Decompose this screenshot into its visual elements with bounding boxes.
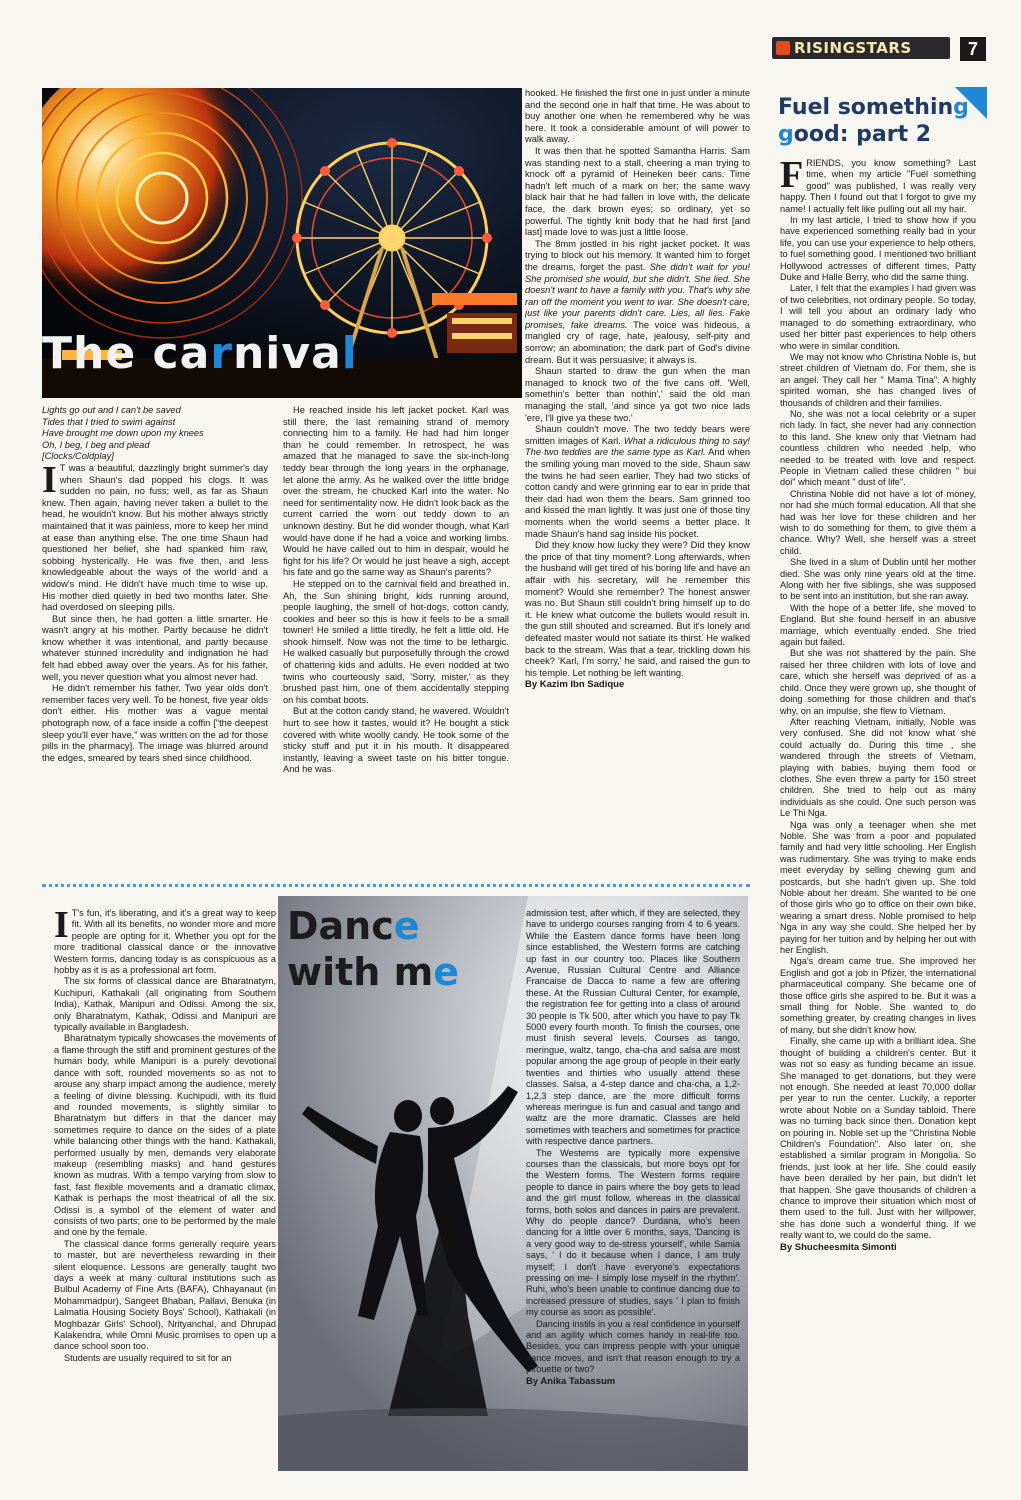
paragraph: But at the cotton candy stand, he wavered. Wouldn't hurt to see how it tastes, would it? He bought a stick covered with white woolly candy. He took some of the sticky stuff and put it in his mouth. It disappeared instantly, leaving a sweet taste on his bitter tongue. And he was — [283, 706, 509, 775]
section-logo — [772, 37, 950, 59]
paragraph: Nga's dream came true. She improved her English and got a job in Pfizer, the international pharmaceutical company. She became one of those office girls she aspired to be. But it was a small thing for Noble. She wanted to do something greater, by creating changes in lives of many, but she didn't know how. — [780, 956, 976, 1035]
lyric-line: [Clocks/Coldplay] — [42, 451, 114, 462]
lyric-line: Lights go out and I can't be saved — [42, 405, 181, 415]
paragraph: Students are usually required to sit for an — [64, 1352, 232, 1363]
dance-headline: Dance with me — [287, 904, 459, 994]
paragraph: T's fun, it's liberating, and it's a great way to keep fit. With all its benefits, no wonder more and more people are opting for it. Whether you opt for the more traditional classical dance or the innovative Western forms, dancing today is as conspicuous as a hobby as it is as a professional art form. — [54, 908, 276, 976]
drop-cap: F — [780, 158, 804, 196]
page-number: 7 — [960, 37, 986, 61]
paragraph: It was then that he spotted Samantha Harris. Sam was standing next to a stall, cheering a man trying to knock off a pyramid of Heineken beer cans. Time hadn't left much of a mark on her; the same wavy black hair that he had fallen in love with, the delicate face, the dark brown eyes; so ordinary, yet so powerful. The tightly knit body that he had first [and last] made love to was just a little loose. — [525, 145, 750, 238]
song-lyrics — [42, 405, 268, 463]
carnival-photo — [42, 88, 522, 398]
carnival-column-2 — [283, 405, 509, 877]
paragraph: The Westerns are typically more expensive courses than the classicals, but more boys opt for the Western forms. The Western forms require people to dance in pairs where the boy gets to lead and the girl must follow, whereas in the classical forms, both solos and dances in pairs are prevalent. Why do people dance? Durdana, who's been dancing for a little over 6 months, says, 'Dancing is a very good way to de-stress yourself', while Samia says, ' I do it because when I dance, I am truly myself; I don't have everyone's expectations pressing on me- I simply lose myself in the rhythm'. Ruhi, who's been unable to continue dancing due to increased pressure of studies, says ' I plan to finish my course as soon as possible'. — [526, 1147, 740, 1318]
paragraph: The classical dance forms generally require years to master, but are nevertheless rewarding in their silent eloquence. Lessons are generally taught two days a week at many cultural institutions such as Bulbul Academy of Fine Arts (BAFA), Chhayanaut (in Mohammadpur), Sangeet Bhaban, Pallavi, Benuka (in Lalmatia Housing Society Boys' School), Kathakali (in Moghbazar Girls' School), Nrityanchal, and Dhrupad Kalakendra, while Omni Music promises to open up a dance school soon too. — [54, 1238, 276, 1352]
paragraph: He stepped on to the carnival field and breathed in. Ah, the Sun shining bright, kids running around, people laughing, the smell of hot-dogs, cotton candy, cookies and beer so this is how it feels to be a small towner! He smiled a little tiredly, he felt a little old. He shook himself. Now was not the time to be lethargic. He walked casually but purposefully through the crowd of chattering kids and adults. He even nodded at two twins who courteously said, 'Sorry, mister,' as they brushed past him, one of them accidentally stepping on his combat boots. — [283, 578, 509, 705]
paragraph: But since then, he had gotten a little smarter. He wasn't angry at his mother. Partly because he didn't know whether it was intentional, and partly because whatever stunned incredulity and indignation he had felt had ebbed away over the years. As for his father, well, you never question what you almost never had. — [42, 613, 268, 682]
paragraph: Bharatnatym typically showcases the movements of a flame through the stiff and prominent gestures of the human body, while Manipuri is a purely devotional dance with soft, rounded movements so as not to arouse any sharp impact among the audience, merely a feeling of divine blessing. Kuchipudi, with its fluid and rounded movements, is slightly similar to Bharatnatym but differs in that the dancer may sometimes require to dance on the sides of a plate while balancing other things with the hand. Kathakali, performed usually by men, demands very elaborate makeup (resembling masks) and hand gestures known as mudras. With a tempo varying from slow to fast, fast flexible movements and a dramatic climax, Kathak is perhaps the most theatrical of all the six. Odissi is a symbol of the element of water and consists of two parts; one to be performed by the male and one by the female. — [54, 1033, 276, 1238]
paragraph: But she was not shattered by the pain. She raised her three children with lots of love and care, which she herself was deprived of as a child. Once they were grown up, she thought of doing something for those children and that's why, on an impulse, she flew to Vietnam. — [780, 648, 976, 716]
paragraph: hooked. He finished the first one in just under a minute and the second one in half that time. He was about to buy another one when he remembered why he was here. It took a considerable amount of will power to walk away. — [525, 88, 750, 145]
paragraph: She lived in a slum of Dublin until her mother died. She was only nine years old at the time. Along with her five siblings, she was supposed to be sent into an institution, but she ran away. — [780, 557, 976, 602]
paragraph: Finally, she came up with a brilliant idea. She thought of building a children's center. But it was not so easy as funding became an issue. She managed to get donations, but they were not enough. She needed at least 70,000 dollar per year to run the center. Luckily, a reporter wrote about Noble on a Sunday tabloid. There was no turning back since then. Donation kept on pouring in. Noble set up the "Christina Noble Children's Foundation". Also later on, she established a similar program in Mongolia. So friends, just look at her life. She could easily have been derailed by her pain, but didn't let that happen. She gave thousands of children a chance to improve their situation which most of them used to the full. Just with her willpower, she has done such a wonderful thing. If we really want to, we could do the same. — [780, 1036, 976, 1241]
byline: By Anika Tabassum — [526, 1375, 616, 1387]
fuel-column — [780, 158, 976, 1473]
paragraph: Shaun couldn't move. The two teddy bears were smitten images of Karl. What a ridiculous thing to say! The two teddies are the same type as Karl. And when the smiling young man moved to the side, Shaun saw the twins he had seen earlier. They had two sticks of cotton candy and were grinning ear to ear in pride that their dad had won them the bears. Sam grinned too and kissed the man lightly. It was just one of those tiny moments when the world seems a better place. It made Shaun's hand sag inside his pocket. — [525, 424, 750, 539]
paragraph: T was a beautiful, dazzlingly bright summer's day when Shaun's dad popped his clogs. It was sudden no pain, no fuss; well, as far as Shaun knew. Then again, having never taken a bullet to the head, he wouldn't know. But his mother always strictly maintained that it was painless, more to keep her mind at ease than anything else. The one time Shaun had questioned her belief, she had spanked him raw, sobbing hysterically. He was five then, and less knowledgeable about the ways of the world and a widow's mind. He didn't have much time to wise up. His mother died quietly in bed two months later. She had overdosed on sleeping pills. — [42, 462, 268, 613]
star-logo-icon — [776, 41, 790, 55]
fuel-headline: Fuel something good: part 2 — [778, 95, 969, 147]
paragraph: Shaun started to draw the gun when the man managed to knock two of the five cans off. 'Well, somethin's better than nothin',' said the old man managing the stall, 'and since ya got two nice lads 'ere, I'll give ya these two.' — [525, 366, 750, 423]
paragraph: After reaching Vietnam, initially, Noble was very confused. She did not know what she could actually do. During this time , she wandered through the streets of Vietnam, playing with babies, buying them food or clothes. She even threw a party for 150 street children. She tried to help out as many individuals as she could. One such person was Le Thi Nga. — [780, 716, 976, 819]
paragraph: No, she was not a local celebrity or a super rich lady. In fact, she never had any connection to this land. She knew only that Vietnam had countless children who needed help, who needed to be treated with love and respect. People in Vietnam called these children " bui doi" which meant " dust of life". — [780, 408, 976, 488]
carnival-column-1 — [42, 405, 268, 877]
lyric-line: Oh, I beg, I beg and plead — [42, 439, 150, 450]
paragraph: Nga was only a teenager when she met Noble. She was from a poor and populated family and had very little schooling. Her English was rudimentary. She was trying to make ends meet everyday by selling chewing gum and postcards, but she hadn't given up. She told Noble about her dream. She wanted to be one of those girls who go to office on their own bike, wearing a smart dress. Noble promised to help Nga in any way she could. She helped her by paying for her tuition and by helping her out with her English. — [780, 819, 976, 956]
paragraph: In my last article, I tried to show how if you have experienced something really bad in your life, you can use your experience to help others, to fuel something good. I mentioned two brilliant Hollywood actresses of different times, Patty Duke and Halle Berry, who did the same thing. — [780, 215, 976, 283]
byline: By Kazim Ibn Sadique — [525, 679, 625, 691]
carnival-column-3 — [525, 88, 750, 878]
paragraph: Dancing instils in you a real confidence in yourself and an agility which comes handy in real-life too. Besides, you can impress people with your unique dance moves, and isn't that reason enough to try a pirouette or two? — [526, 1318, 740, 1375]
paragraph: Later, I felt that the examples I had given was of two celebrities, not ordinary people. So today, I will tell you about an ordinary lady who managed to do something extraordinary, who used her bitter past experiences to help others who were in similar condition. — [780, 283, 976, 351]
byline: By Shucheesmita Simonti — [780, 1241, 897, 1253]
masthead — [772, 37, 992, 61]
drop-cap: I — [42, 458, 57, 501]
carnival-headline: The carnival — [42, 328, 358, 379]
paragraph: The 8mm jostled in his right jacket pocket. It was trying to block out his memory. It wanted him to forget the dreams, forget the past. She didn't wait for you! She promised she would, but she didn't. She lied. She doesn't want to have a family with you. That's why she ran off the moment you went to war. She doesn't care, just like your parents didn't care. Lies, all lies. Fake promises, fake dreams. The voice was hideous, a mangled cry of rage, hate, jealousy, self-pity and sorrow; an abomination; the dark part of God's divine dream. But it was persuasive; it always is. — [525, 238, 750, 365]
paragraph: With the hope of a better life, she moved to England. But she found herself in an abusive marriage, which eventually ended. She tried again but failed. — [780, 602, 976, 648]
paragraph: Did they know how lucky they were? Did they know the price of that tiny moment? Long afterwards, when the husband will get tired of his boring life and have an affair with his secretary, will he remember this moment? Would she remember? The honest answer was no. But Shaun still couldn't bring himself up to do it. He knew what outcome the bullets would result in. the gun still shouted and screamed. But it's lonely and defeated master would not satiate its thirst. He walked back to the stream. Was that a tear, trickling down his cheek? 'Karl, I'm sorry,' he said, and raised the gun to his temple. Let nothing be left wanting. — [525, 540, 750, 678]
dance-column-1 — [54, 908, 276, 1473]
drop-cap: I — [54, 908, 69, 946]
dance-column-2 — [526, 908, 740, 1473]
paragraph: admission test, after which, if they are selected, they have to undergo courses ranging from 4 to 6 years. While the Eastern dance forms have been long since established, the Western forms are catching up fast in our country too. Places like Southern Avenue, Russian Cultural Centre and Alliance Francaise de Dacca to name a few are offering these. At the Russian Cultural Center, for example, the registration fee for getting into a class of around 30 people is Tk 500, after which you have to pay Tk 5000 every fourth month. To finish the courses, one must finish several levels. Courses as tango, meringue, waltz, tango, cha-cha and salsa are most popular among the age group of people in their early twenties and thirties who usually attend these classes. Salsa, a 4-step dance and cha-cha, a 1,2-1,2,3 step dance, are the more difficult forms whereas meringue is fun and casual and tango and waltz are the more dramatic. Classes are held sometimes with teachers and sometimes for practice with respective dance partners. — [526, 908, 740, 1147]
paragraph: The six forms of classical dance are Bharatnatym, Kuchipuri, Kathakali (all originating from Southern India), Kathak, Manipuri and Odissi. Among the six, only Bharatnatym, Kathak, Odissi and Manipuri are typically available in Bangladesh. — [54, 976, 276, 1033]
lyric-line: Tides that I tried to swim against — [42, 416, 176, 427]
paragraph: He didn't remember his father. Two year olds don't remember faces very well. To be honest, five year olds don't either. His mother was a vague mental photograph now, of a face inside a coffin ["the deepest sleep you'll ever have," was written on the ad for those pills in the pharmacy]. The image was blurred around the edges, smeared by tears shed since childhood. — [42, 683, 268, 763]
section-divider — [42, 884, 750, 887]
lyric-line: Have brought me down upon my knees — [42, 428, 204, 439]
paragraph: RIENDS, you know something? Last time, when my article "Fuel something good" was published, I was really very happy. Then I found out that I forgot to give my name! I actually felt like pulling out all my hair. — [780, 158, 976, 214]
paragraph: We may not know who Christina Noble is, but street children of Vietnam do. For them, she is an angel. They call her " Mama Tina". A highly spirited woman, she has changed lives of thousands of children and their families. — [780, 351, 976, 408]
paragraph: He reached inside his left jacket pocket. Karl was still there, the last remaining strand of memory connecting him to a family. He had had him longer than he could remember. In retrospect, he was amazed that he managed to save the six-inch-long teddy bear through the long years in the orphanage, let alone the army. As he walked over the little bridge over the stream, he chucked Karl into the water. No need for sentimentality now. He didn't look back as the current carried the worn out teddy down to an unknown destiny. But he did wonder though, what Karl would have done if he had a voice and working limbs. Would he have called out to him in despair, would he fight for his life? Or would he just heave a sigh, accept his fate and go the same way as Shaun's parents? — [283, 405, 509, 578]
section-name: RISINGSTARS — [794, 39, 912, 57]
paragraph: Christina Noble did not have a lot of money, nor had she much formal education. All that she had was her love for these children and her wish to do something for them, to give them a chance. Why? Well, she herself was a street child. — [780, 488, 976, 556]
